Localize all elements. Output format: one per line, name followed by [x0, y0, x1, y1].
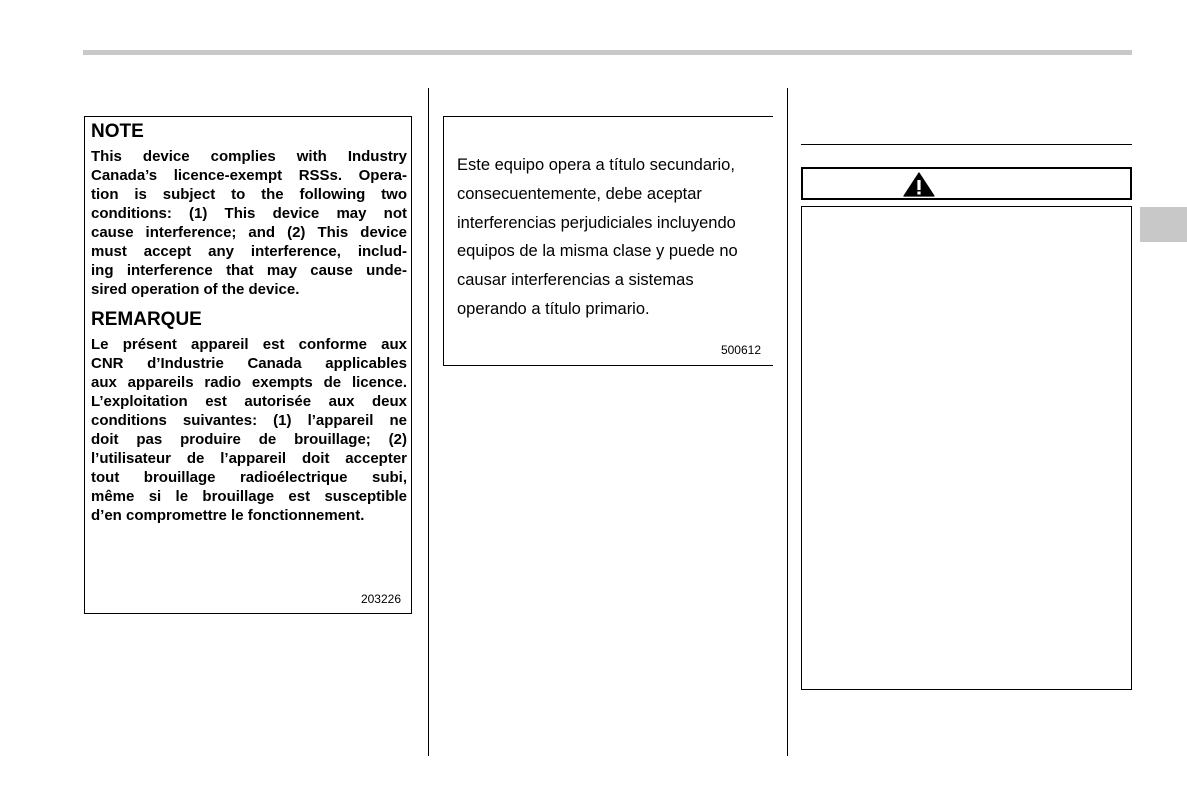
remarque-line: doit pas produire de brouillage; (2) [91, 431, 407, 448]
note-line: This device complies with Industry [91, 148, 407, 165]
section-thumb-tab [1140, 207, 1187, 242]
remarque-line: même si le brouillage est susceptible [91, 488, 407, 505]
note-line: conditions: (1) This device may not [91, 205, 407, 222]
regulatory-label-english-french [84, 116, 412, 614]
note-line: Canada’s licence-exempt RSSs. Opera- [91, 167, 407, 184]
spanish-line: equipos de la misma clase y puede no [457, 242, 738, 261]
note-line: ing interference that may cause unde- [91, 262, 407, 279]
note-line: cause interference; and (2) This device [91, 224, 407, 241]
regulatory-label-spanish [443, 116, 773, 366]
header-rule [83, 50, 1132, 55]
section-rule [801, 144, 1132, 145]
remarque-line: L’exploitation est autorisée aux deux [91, 393, 407, 410]
warning-triangle-exclamation-icon [903, 172, 935, 197]
remarque-line-last: d’en compromettre le fonctionnement. [91, 507, 365, 524]
note-text [91, 147, 407, 299]
remarque-line: tout brouillage radioélectrique subi, [91, 469, 407, 486]
label-code: 203226 [360, 592, 401, 606]
spanish-line: operando a título primario. [457, 299, 650, 318]
spanish-line: causar interferencias a sistemas [457, 271, 694, 290]
column-divider-left [428, 88, 429, 756]
remarque-line: l’utilisateur de l’appareil doit accepter [91, 450, 407, 467]
remarque-heading: REMARQUE [91, 309, 202, 330]
remarque-text [91, 335, 407, 525]
spanish-text [457, 151, 767, 324]
warning-header-bar [801, 167, 1132, 200]
column-divider-right [787, 88, 788, 756]
note-line: must accept any interference, includ- [91, 243, 407, 260]
note-line-last: sired operation of the device. [91, 281, 300, 298]
spanish-line: Este equipo opera a título secundario, [457, 156, 735, 174]
note-heading: NOTE [91, 121, 144, 142]
remarque-line: conditions suivantes: (1) l’appareil ne [91, 412, 407, 429]
remarque-line: aux appareils radio exempts de licence. [91, 374, 407, 391]
label-code: 500612 [720, 343, 761, 357]
note-line: tion is subject to the following two [91, 186, 407, 203]
remarque-line: CNR d’Industrie Canada applicables [91, 355, 407, 372]
warning-content-panel [801, 206, 1132, 690]
remarque-line: Le présent appareil est conforme aux [91, 336, 407, 353]
spanish-line: interferencias perjudiciales incluyendo [457, 213, 736, 232]
spanish-line: consecuentemente, debe aceptar [457, 184, 702, 203]
